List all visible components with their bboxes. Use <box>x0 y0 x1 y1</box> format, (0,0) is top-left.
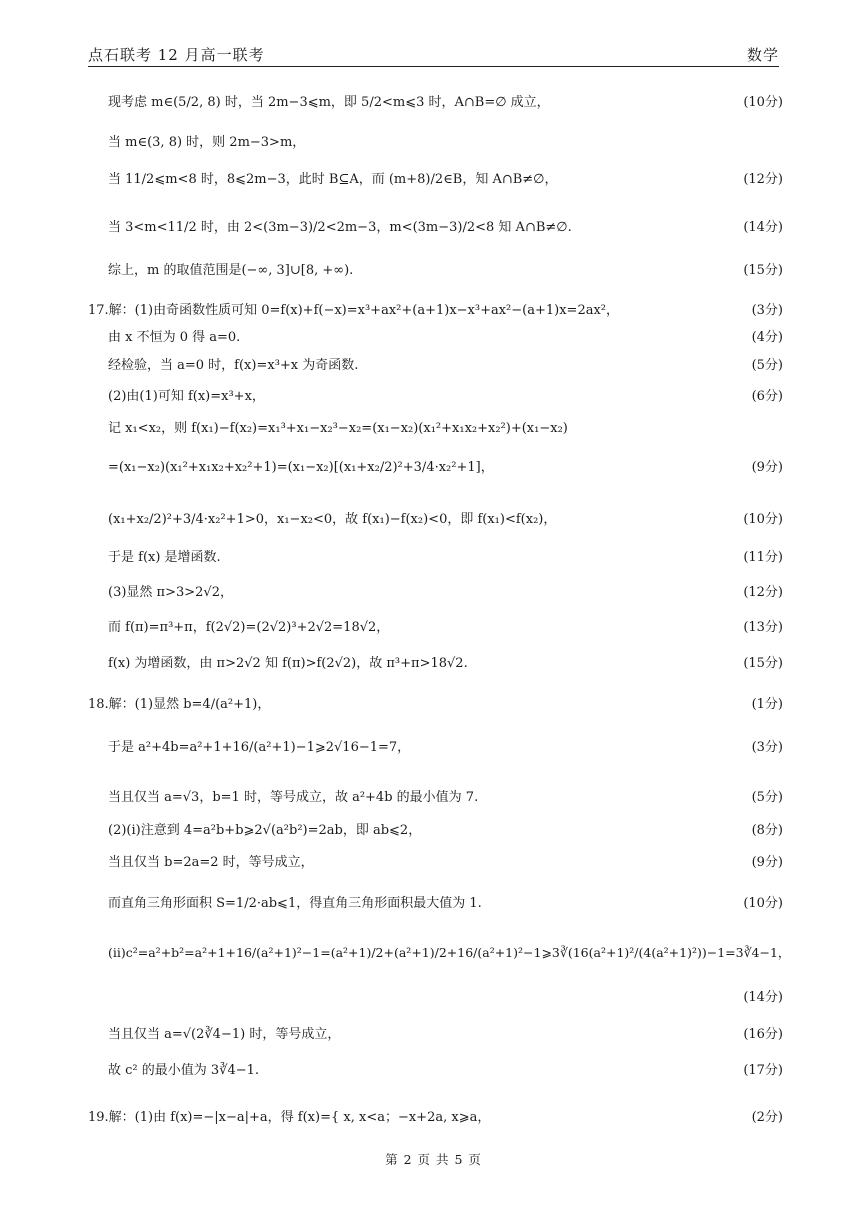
score-points: (5分) <box>751 790 783 805</box>
solution-text: 18.解：(1)显然 b=4/(a²+1)， <box>88 697 271 712</box>
solution-text: 而 f(π)=π³+π，f(2√2)=(2√2)³+2√2=18√2， <box>108 620 390 635</box>
score-points: (9分) <box>751 855 783 870</box>
solution-line <box>0 733 867 763</box>
score-points: (11分) <box>743 550 783 565</box>
solution-text: 当 3<m<11/2 时，由 2<(3m−3)/2<2m−3，m<(3m−3)/2<8 知 A∩B≠∅. <box>108 220 572 235</box>
solution-text: 17.解：(1)由奇函数性质可知 0=f(x)+f(−x)=x³+ax²+(a+1)x−x³+ax²−(a+1)x=2ax²， <box>88 303 620 318</box>
solution-line <box>0 543 867 573</box>
solution-line <box>0 690 867 720</box>
solution-text: 当且仅当 a=√3，b=1 时，等号成立，故 a²+4b 的最小值为 7. <box>108 790 479 805</box>
solution-text: 现考虑 m∈(5/2, 8) 时，当 2m−3⩽m，即 5/2<m⩽3 时，A∩B=∅ 成立， <box>108 95 550 110</box>
solution-line <box>0 848 867 878</box>
solution-text: 经检验，当 a=0 时，f(x)=x³+x 为奇函数. <box>108 358 359 373</box>
solution-text: (3)显然 π>3>2√2， <box>108 585 233 600</box>
solution-line <box>0 1020 867 1050</box>
score-points: (15分) <box>743 263 783 278</box>
solution-text: 19.解：(1)由 f(x)=−|x−a|+a，得 f(x)={ x, x<a；−x+2a, x⩾a， <box>88 1110 491 1125</box>
solution-text: 于是 f(x) 是增函数. <box>108 550 221 565</box>
score-points: (8分) <box>751 823 783 838</box>
solution-line <box>0 351 867 381</box>
solution-line <box>0 1103 867 1133</box>
solution-text: 而直角三角形面积 S=1/2·ab⩽1，得直角三角形面积最大值为 1. <box>108 896 482 911</box>
score-points: (3分) <box>751 740 783 755</box>
score-points: (17分) <box>743 1063 783 1078</box>
score-points: (1分) <box>751 697 783 712</box>
solution-text: (2)由(1)可知 f(x)=x³+x， <box>108 389 265 404</box>
solution-text: f(x) 为增函数，由 π>2√2 知 f(π)>f(2√2)，故 π³+π>18√2. <box>108 656 468 671</box>
solution-text: 当且仅当 b=2a=2 时，等号成立， <box>108 855 314 870</box>
solution-text: 记 x₁<x₂，则 f(x₁)−f(x₂)=x₁³+x₁−x₂³−x₂=(x₁−x₂)(x₁²+x₁x₂+x₂²)+(x₁−x₂) <box>108 421 568 436</box>
score-points: (6分) <box>751 389 783 404</box>
score-points: (2分) <box>751 1110 783 1125</box>
solution-line <box>0 889 867 919</box>
solution-line <box>0 453 867 483</box>
solution-text: (ⅱ)c²=a²+b²=a²+1+16/(a²+1)²−1=(a²+1)/2+(a²+1)/2+16/(a²+1)²−1⩾3∛(16(a²+1)²/(4(a²+1)²))−1=3∛4−1， <box>108 945 791 960</box>
score-points: (14分) <box>743 990 783 1005</box>
solution-text: 当且仅当 a=√(2∛4−1) 时，等号成立， <box>108 1027 341 1042</box>
solution-line <box>0 816 867 846</box>
header-exam-title: 点石联考 12 月高一联考 <box>88 46 265 64</box>
solution-line <box>0 1056 867 1086</box>
solution-text: =(x₁−x₂)(x₁²+x₁x₂+x₂²+1)=(x₁−x₂)[(x₁+x₂/2)²+3/4·x₂²+1]， <box>108 460 494 475</box>
solution-line <box>0 382 867 412</box>
solution-text: 当 11/2⩽m<8 时，8⩽2m−3，此时 B⊆A，而 (m+8)/2∈B，知 A∩B≠∅， <box>108 172 558 187</box>
score-points: (12分) <box>743 585 783 600</box>
solution-line <box>0 578 867 608</box>
page-header <box>88 40 779 67</box>
solution-text: 故 c² 的最小值为 3∛4−1. <box>108 1063 260 1078</box>
solution-text: 综上，m 的取值范围是(−∞, 3]∪[8, +∞). <box>108 263 354 278</box>
solution-line <box>0 983 867 1013</box>
header-subject: 数学 <box>746 46 779 64</box>
solution-line <box>0 323 867 353</box>
solution-line <box>0 256 867 286</box>
solution-text: (2)(ⅰ)注意到 4=a²b+b⩾2√(a²b²)=2ab，即 ab⩽2， <box>108 823 422 838</box>
score-points: (10分) <box>743 95 783 110</box>
solution-text: 于是 a²+4b=a²+1+16/(a²+1)−1⩾2√16−1=7， <box>108 740 411 755</box>
score-points: (12分) <box>743 172 783 187</box>
solution-line <box>0 649 867 679</box>
score-points: (13分) <box>743 620 783 635</box>
score-points: (10分) <box>743 896 783 911</box>
score-points: (16分) <box>743 1027 783 1042</box>
solution-text: (x₁+x₂/2)²+3/4·x₂²+1>0，x₁−x₂<0，故 f(x₁)−f(x₂)<0，即 f(x₁)<f(x₂)， <box>108 512 557 527</box>
score-points: (9分) <box>751 460 783 475</box>
score-points: (5分) <box>751 358 783 373</box>
solution-text: 由 x 不恒为 0 得 a=0. <box>108 330 241 345</box>
solution-line <box>0 414 867 444</box>
solution-line <box>0 88 867 118</box>
score-points: (15分) <box>743 656 783 671</box>
score-points: (10分) <box>743 512 783 527</box>
solution-text: 当 m∈(3, 8) 时，则 2m−3>m， <box>108 135 306 150</box>
solution-line <box>0 505 867 535</box>
page-number: 第 2 页 共 5 页 <box>385 1152 482 1167</box>
solution-line <box>0 128 867 158</box>
score-points: (3分) <box>751 303 783 318</box>
score-points: (14分) <box>743 220 783 235</box>
solution-line <box>0 783 867 813</box>
score-points: (4分) <box>751 330 783 345</box>
solution-line <box>0 938 867 968</box>
solution-line <box>0 165 867 195</box>
solution-line <box>0 213 867 243</box>
solution-line <box>0 613 867 643</box>
solution-line <box>0 296 867 326</box>
